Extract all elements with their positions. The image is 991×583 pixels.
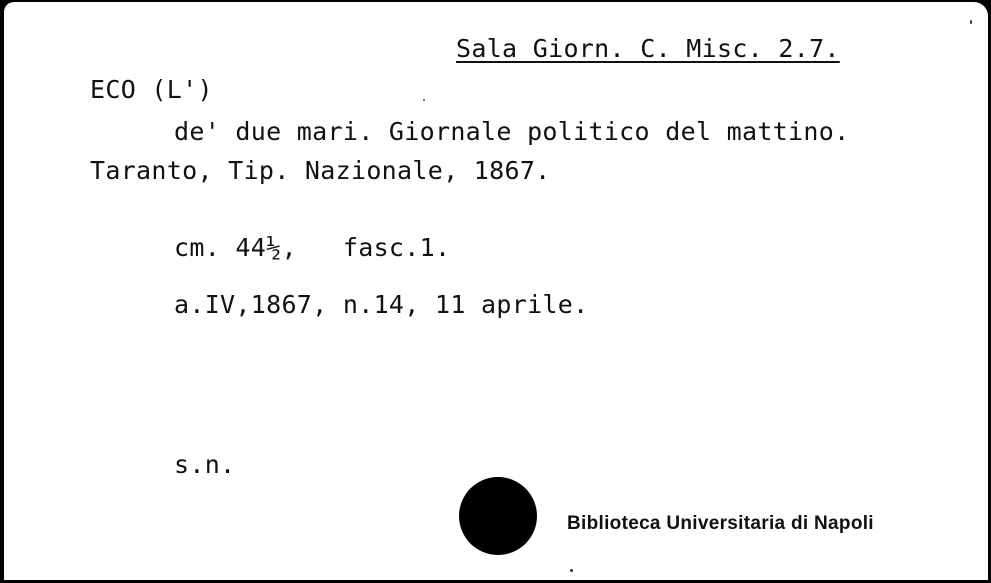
ink-speck xyxy=(570,569,573,572)
ink-speck xyxy=(423,99,425,101)
note-sn: s.n. xyxy=(174,450,236,479)
title-line-2: Taranto, Tip. Nazionale, 1867. xyxy=(90,156,551,185)
library-stamp: Biblioteca Universitaria di Napoli xyxy=(567,513,874,534)
title-line-1: de' due mari. Giornale politico del mattino. xyxy=(174,117,850,146)
issue-details: a.IV,1867, n.14, 11 aprile. xyxy=(174,290,589,319)
ink-speck xyxy=(970,20,972,24)
filled-circle-icon xyxy=(459,477,537,555)
catalog-card xyxy=(4,2,988,580)
physical-description: cm. 44½, fasc.1. xyxy=(174,233,451,262)
shelfmark: Sala Giorn. C. Misc. 2.7. xyxy=(456,34,840,63)
entry-heading: ECO (L') xyxy=(90,75,213,104)
